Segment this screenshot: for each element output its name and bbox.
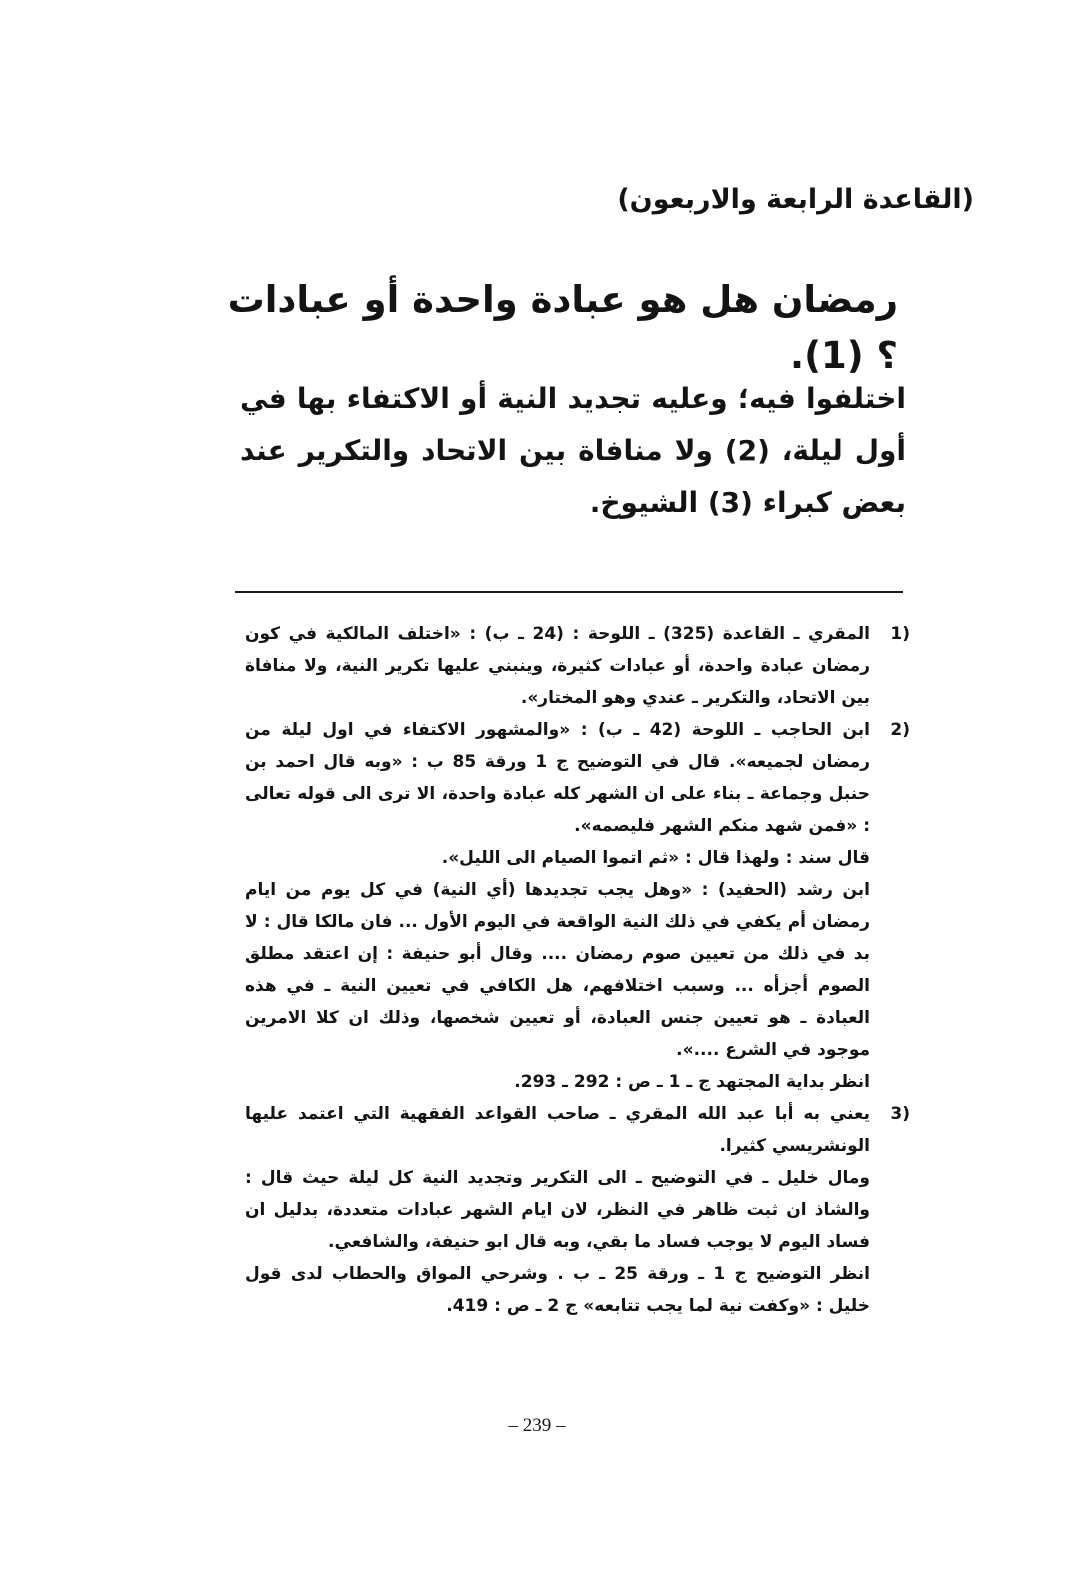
footnote-number: 1) [890, 624, 910, 644]
footnote-paragraph: قال سند : ولهذا قال : «ثم اتموا الصيام الى الليل». [441, 848, 870, 868]
page-title: رمضان هل هو عبادة واحدة أو عبادات ؟ (1). [227, 278, 898, 377]
footnote-number: 2) [890, 720, 910, 740]
footnote-paragraph: ابن رشد (الحفيد) : «وهل يجب تجديدها (أي النية) في كل يوم من ايام رمضان أم يكفي في ذلك النية الواقعة في اليوم الأول ... فان مالكا قال : لا بد في ذلك من تعيين صوم رمضان .... وقال أبو حنيفة : إن اعتقد مطلق الصوم أجزأه ... وسبب اختلافهم، هل الكافي في تعيين النية ـ في هذه العبادة ـ هو تعيين جنس العبادة، أو تعيين شخصها، وذلك ان كلا الامرين موجود في الشرع ....». [245, 880, 870, 1060]
chapter-label: (القاعدة الرابعة والاربعون) [617, 184, 974, 215]
footnote-number: 3) [890, 1104, 910, 1124]
body-paragraph: اختلفوا فيه؛ وعليه تجديد النية أو الاكتفاء بها في أول ليلة، (2) ولا منافاة بين الاتحاد والتكرير عند بعض كبراء (3) الشيوخ. [240, 382, 906, 519]
footnote-body [170, 618, 870, 714]
page-number: – 239 – [508, 1415, 566, 1436]
footnote-paragraph: انظر بداية المجتهد ج ـ 1 ـ ص : 292 ـ 293. [514, 1072, 870, 1092]
footnote-paragraph: ابن الحاجب ـ اللوحة (42 ـ ب) : «والمشهور الاكتفاء في اول ليلة من رمضان لجميعه». قال في التوضيح ج 1 ورقة 85 ب : «وبه قال احمد بن حنبل وجماعة ـ بناء على ان الشهر كله عبادة واحدة، الا ترى الى قوله تعالى : «فمن شهد منكم الشهر فليصمه». [245, 720, 871, 836]
footnotes-section [170, 618, 910, 1322]
footnote-2 [170, 714, 910, 1098]
footnote-divider [235, 591, 903, 593]
footnote-paragraph: المقري ـ القاعدة (325) ـ اللوحة : (24 ـ ب) : «اختلف المالكية في كون رمضان عبادة واحدة، أو عبادات كثيرة، وينبني عليها تكرير النية، ولا منافاة بين الاتحاد، والتكرير ـ عندي وهو المختار». [245, 624, 870, 708]
footnote-paragraph: ومال خليل ـ في التوضيح ـ الى التكرير وتجديد النية كل ليلة حيث قال : والشاذ ان ثبت ظاهر في النظر، لان ايام الشهر عبادات متعددة، بدليل ان فساد اليوم لا يوجب فساد ما بقي، وبه قال ابو حنيفة، والشافعي. [245, 1168, 870, 1252]
footnote-body [170, 714, 870, 1098]
footnote-1 [170, 618, 910, 714]
footnote-paragraph: انظر التوضيح ج 1 ـ ورقة 25 ـ ب . وشرحي المواق والحطاب لدى قول خليل : «وكفت نية لما يجب تتابعه» ج 2 ـ ص : 419. [245, 1264, 870, 1316]
footnote-body [170, 1098, 870, 1322]
footnote-paragraph: يعني به أبا عبد الله المقري ـ صاحب القواعد الفقهية التي اعتمد عليها الونشريسي كثيرا. [245, 1104, 870, 1156]
footnote-3 [170, 1098, 910, 1322]
